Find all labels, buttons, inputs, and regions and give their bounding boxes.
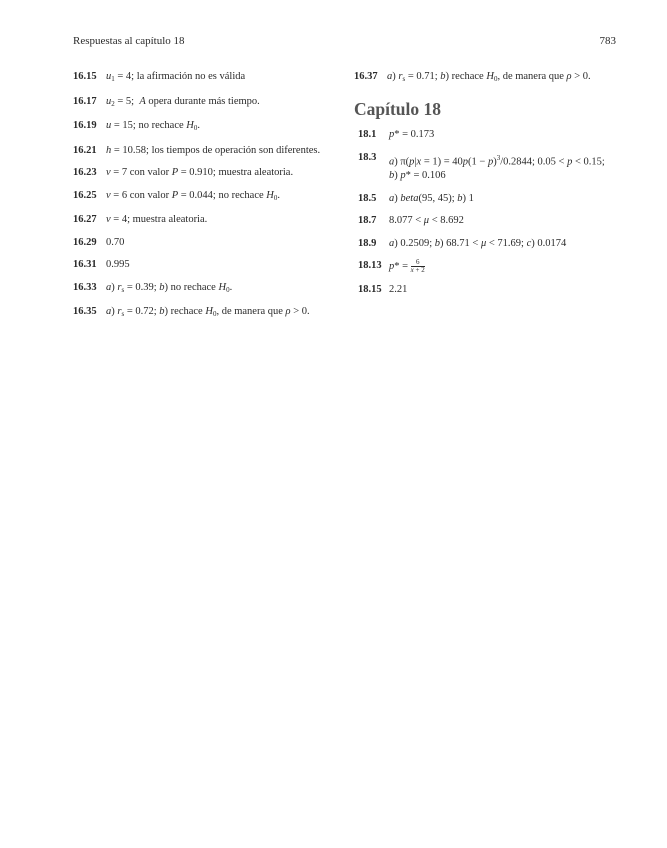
running-header	[73, 35, 616, 47]
answer-text: a) $r_s = 0.39$; b) no rechace $H_0$.	[106, 281, 233, 294]
answer-text: a) $\pi(p|x = 1) = 40p(1 - p)^3/0.2844$; 0.05 < p < 0.15; b) p* = 0.106	[389, 153, 605, 181]
answer-number: 18.3	[358, 151, 377, 163]
answer-number: 16.31	[73, 259, 97, 270]
answer-text: v = 7 con valor P = 0.910; muestra aleatoria.	[106, 167, 294, 178]
answer-item	[73, 166, 338, 180]
answer-number: 16.37	[354, 71, 378, 82]
answer-number: 18.5	[358, 192, 377, 204]
answer-item	[73, 236, 338, 250]
answer-item	[73, 258, 338, 272]
answer-item	[73, 305, 338, 321]
answer-text: 8.077 < μ < 8.692	[389, 215, 464, 226]
answer-number: 16.27	[73, 214, 97, 225]
answer-item	[354, 283, 618, 297]
answer-text: $u_1 = 4$; la afirmación no es válida	[106, 71, 246, 83]
answer-number: 16.25	[73, 189, 97, 201]
answer-item	[73, 213, 338, 227]
answer-number: 18.15	[358, 283, 382, 295]
answer-item	[354, 214, 618, 228]
answer-item	[73, 281, 338, 297]
answer-text: 0.70	[106, 236, 125, 248]
answer-number: 16.15	[73, 71, 97, 82]
answer-number: 16.33	[73, 281, 97, 293]
answer-number: 18.13	[358, 260, 382, 271]
answer-text: a) $r_s = 0.72$; b) rechace $H_0$, de manera que ρ > 0.	[106, 306, 310, 318]
answer-number: 18.7	[358, 215, 377, 226]
answer-item	[354, 128, 618, 142]
answer-item	[73, 95, 338, 111]
answer-number: 16.35	[73, 306, 97, 317]
answer-item	[354, 151, 618, 184]
answer-number: 16.21	[73, 144, 97, 156]
answer-text: p* = $\frac{6}{x + 2}$	[389, 258, 425, 274]
answer-number: 18.1	[358, 129, 377, 140]
answer-item	[354, 192, 618, 206]
answer-text: 2.21	[389, 283, 408, 295]
answer-number: 16.19	[73, 120, 97, 131]
answer-item	[354, 259, 618, 274]
answer-item	[73, 144, 338, 158]
page-number: 783	[599, 35, 616, 47]
header-title: Respuestas al capítulo 18	[73, 35, 185, 47]
answer-text: h = 10.58; los tiempos de operación son diferentes.	[106, 144, 321, 156]
answer-text: $u_2 = 5$; A opera durante más tiempo.	[106, 95, 260, 108]
left-column	[73, 70, 338, 330]
answer-text: 0.995	[106, 259, 130, 270]
answer-text: v = 6 con valor P = 0.044; no rechace $H_0$.	[106, 189, 280, 202]
answer-number: 16.23	[73, 167, 97, 178]
answer-item	[73, 119, 338, 135]
answer-text: v = 4; muestra aleatoria.	[106, 214, 208, 225]
right-column	[354, 70, 618, 305]
answer-text: a) beta(95, 45); b) 1	[389, 192, 474, 204]
answer-item	[73, 189, 338, 205]
answer-item	[73, 70, 338, 86]
answer-text: u = 15; no rechace $H_0$.	[106, 120, 200, 132]
answer-item	[354, 70, 618, 86]
answer-number: 18.9	[358, 237, 377, 249]
answer-text: a) $r_s = 0.71$; b) rechace $H_0$, de manera que ρ > 0.	[387, 71, 591, 83]
answer-text: p* = 0.173	[389, 129, 435, 140]
answer-number: 16.29	[73, 236, 97, 248]
answer-text: a) 0.2509; b) 68.71 < μ < 71.69; c) 0.0174	[389, 237, 567, 249]
answer-item	[354, 237, 618, 251]
answer-number: 16.17	[73, 95, 97, 107]
chapter-heading: Capítulo 18	[354, 99, 442, 119]
